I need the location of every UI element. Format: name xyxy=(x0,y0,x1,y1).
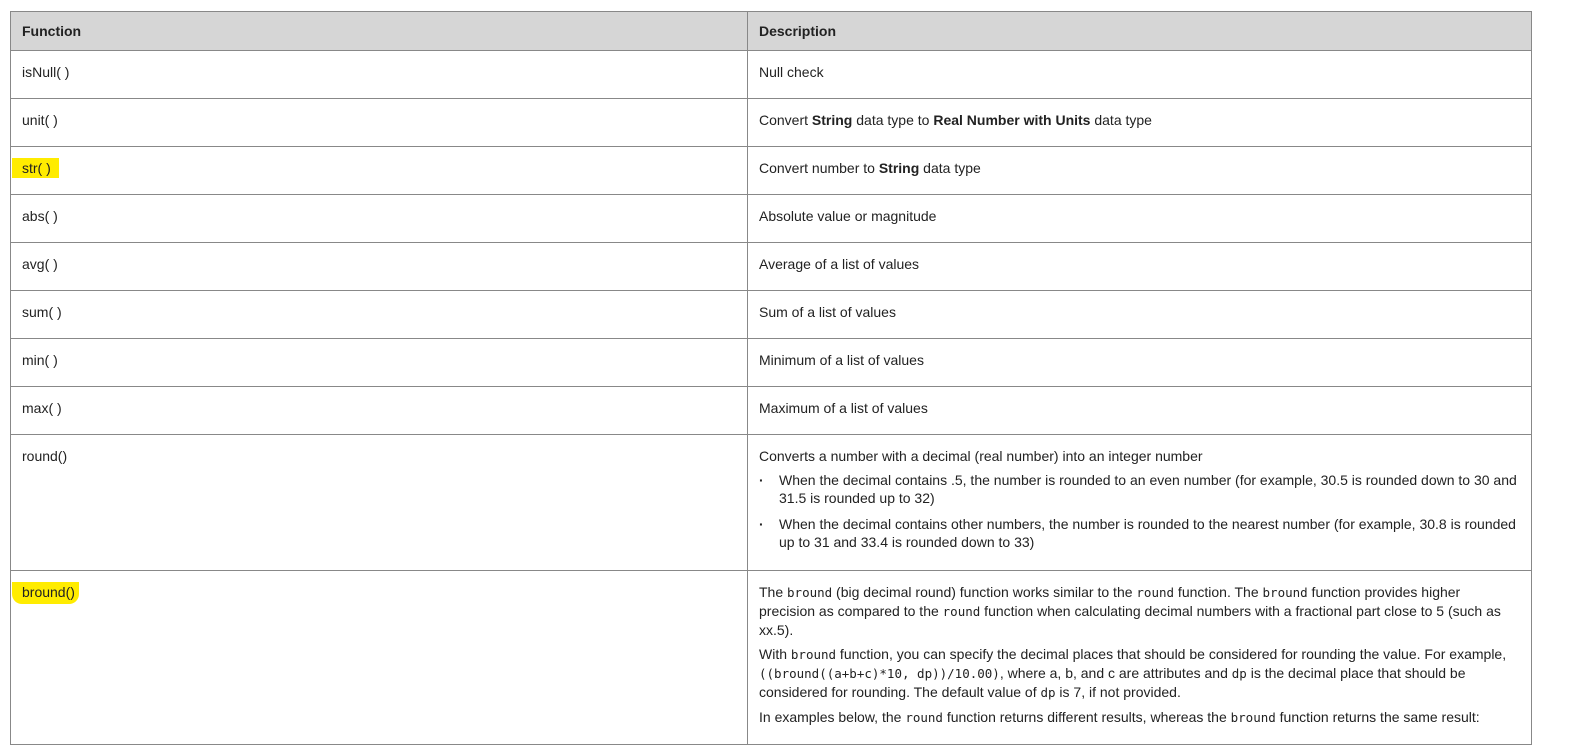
text: function provides higher precision as compared to the xyxy=(759,584,1461,619)
description-paragraph xyxy=(759,708,1520,727)
bullet-item: · When the decimal contains other numbers, the number is rounded to the nearest number (for example, 30.8 is rounded up to 31 and 33.4 is rounded down to 33) xyxy=(779,515,1520,551)
text: Convert xyxy=(759,112,812,128)
code-text: bround xyxy=(787,585,833,600)
function-cell xyxy=(11,243,748,291)
description-paragraph xyxy=(759,207,1520,225)
text: With xyxy=(759,646,791,662)
table-row xyxy=(11,51,1532,99)
text: data type to xyxy=(852,112,934,128)
function-cell xyxy=(11,291,748,339)
text: function returns different results, whereas the xyxy=(942,709,1231,725)
description-cell xyxy=(748,195,1532,243)
description-cell xyxy=(748,51,1532,99)
description-paragraph xyxy=(759,63,1520,81)
description-paragraph xyxy=(759,399,1520,417)
description-cell xyxy=(748,147,1532,195)
bullet-item: · When the decimal contains .5, the number is rounded to an even number (for example, 30.5 is rounded down to 30 and 31.5 is rounded up to 32) xyxy=(779,471,1520,507)
column-header-function: Function xyxy=(11,12,748,51)
function-name: sum( ) xyxy=(22,304,62,320)
function-name: max( ) xyxy=(22,400,62,416)
function-name: avg( ) xyxy=(22,256,58,272)
code-text: ((bround((a+b+c)*10, dp))/10.00) xyxy=(759,666,1000,681)
table-row xyxy=(11,339,1532,387)
functions-table xyxy=(10,11,1532,745)
table-row xyxy=(11,571,1532,745)
bold-text: Real Number with Units xyxy=(933,112,1091,128)
text: data type xyxy=(919,160,981,176)
text: function. The xyxy=(1174,584,1263,600)
code-text: dp xyxy=(1231,666,1247,681)
text: Null check xyxy=(759,64,824,80)
text: , where a, b, and c are attributes and xyxy=(999,665,1232,681)
function-cell xyxy=(11,387,748,435)
description-paragraph xyxy=(759,303,1520,321)
table-row xyxy=(11,243,1532,291)
code-text: bround xyxy=(1262,585,1308,600)
function-name: isNull( ) xyxy=(22,64,70,80)
text: Sum of a list of values xyxy=(759,304,896,320)
function-cell xyxy=(11,147,748,195)
column-header-description: Description xyxy=(748,12,1532,51)
code-text: round xyxy=(1136,585,1175,600)
highlighted-function-name: str( ) xyxy=(12,158,59,178)
highlighted-function-name: bround() xyxy=(12,582,79,604)
code-text: round xyxy=(942,604,981,619)
description-cell xyxy=(748,435,1532,571)
text: is 7, if not provided. xyxy=(1055,684,1181,700)
text: Minimum of a list of values xyxy=(759,352,924,368)
text: function when calculating decimal numbers with a fractional part close to 5 (such as xx.5). xyxy=(759,603,1501,638)
function-cell xyxy=(11,51,748,99)
function-cell xyxy=(11,195,748,243)
table-row xyxy=(11,291,1532,339)
function-cell xyxy=(11,99,748,147)
text: function returns the same result: xyxy=(1275,709,1480,725)
text: Maximum of a list of values xyxy=(759,400,928,416)
description-paragraph xyxy=(759,583,1520,639)
code-text: bround xyxy=(790,647,837,662)
table-row xyxy=(11,387,1532,435)
text: Absolute value or magnitude xyxy=(759,208,937,224)
bold-text: String xyxy=(811,112,853,128)
function-name: abs( ) xyxy=(22,208,58,224)
function-name: min( ) xyxy=(22,352,58,368)
text: function, you can specify the decimal places that should be considered for rounding the value. For example, xyxy=(836,646,1507,662)
bullet-list xyxy=(759,471,1520,551)
description-cell xyxy=(748,99,1532,147)
text: The xyxy=(759,584,788,600)
function-cell xyxy=(11,435,748,571)
text: data type xyxy=(1090,112,1152,128)
text: (big decimal round) function works similar to the xyxy=(832,584,1137,600)
description-paragraph xyxy=(759,645,1520,702)
table-row xyxy=(11,195,1532,243)
function-cell xyxy=(11,571,748,745)
text: In examples below, the xyxy=(759,709,906,725)
table-header-row xyxy=(11,12,1532,51)
text: Converts a number with a decimal (real number) into an integer number xyxy=(759,448,1203,464)
description-paragraph xyxy=(759,351,1520,369)
bold-text: String xyxy=(878,160,920,176)
code-text: dp xyxy=(1040,685,1056,700)
description-cell xyxy=(748,291,1532,339)
table-row xyxy=(11,435,1532,571)
description-cell xyxy=(748,387,1532,435)
text: is the decimal place that should be considered for rounding. The default value of xyxy=(759,665,1466,700)
description-paragraph xyxy=(759,111,1520,129)
function-name: unit( ) xyxy=(22,112,58,128)
code-text: round xyxy=(905,710,943,725)
description-paragraph xyxy=(759,159,1520,177)
table-row xyxy=(11,99,1532,147)
description-paragraph xyxy=(759,447,1520,465)
description-cell xyxy=(748,243,1532,291)
text: Convert number to xyxy=(759,160,879,176)
text: Average of a list of values xyxy=(759,256,920,272)
function-name: round() xyxy=(22,448,68,464)
table-row xyxy=(11,147,1532,195)
code-text: bround xyxy=(1230,710,1276,725)
function-cell xyxy=(11,339,748,387)
description-cell xyxy=(748,339,1532,387)
description-cell xyxy=(748,571,1532,745)
description-paragraph xyxy=(759,255,1520,273)
